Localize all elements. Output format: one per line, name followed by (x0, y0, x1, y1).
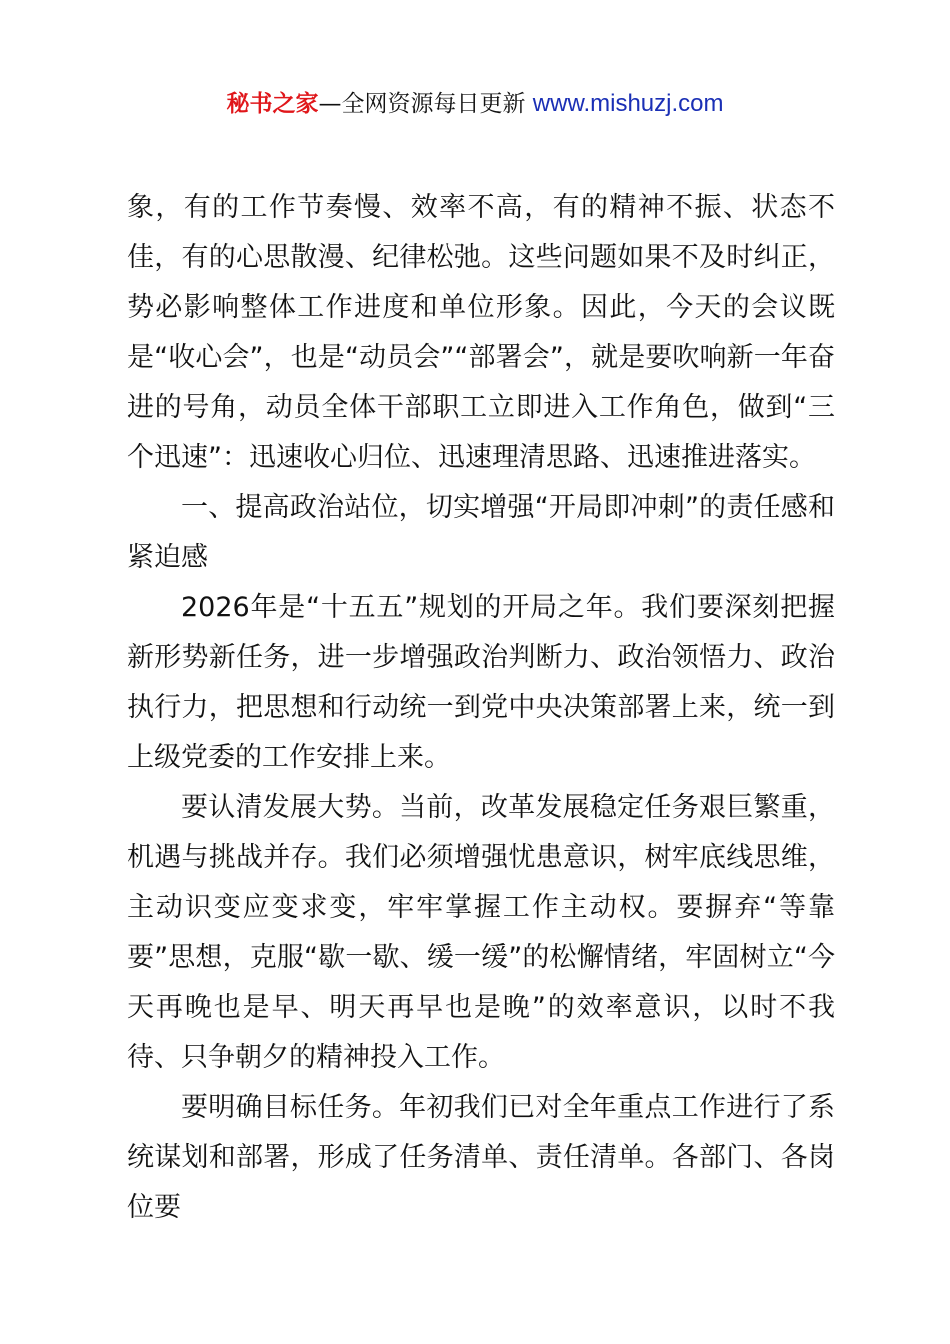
brand-name: 秘书之家 (226, 91, 319, 117)
site-url-link[interactable]: www.mishuzj.com (532, 90, 724, 117)
paragraph: 2026年是“十五五”规划的开局之年。我们要深刻把握新形势新任务，进一步增强政治判断力、政治领悟力、政治执行力，把思想和行动统一到党中央决策部署上来，统一到上级党委的工作安排上来。 (127, 592, 835, 773)
paragraph: 要明确目标任务。年初我们已对全年重点工作进行了系统谋划和部署，形成了任务清单、责任清单。各部门、各岗位要 (127, 1092, 835, 1223)
section-heading: 一、提高政治站位，切实增强“开局即冲刺”的责任感和紧迫感 (127, 492, 835, 573)
paragraph: 要认清发展大势。当前，改革发展稳定任务艰巨繁重，机遇与挑战并存。我们必须增强忧患意识，树牢底线思维，主动识变应变求变，牢牢掌握工作主动权。要摒弃“等靠要”思想，克服“歇一歇、缓一缓”的松懈情绪，牢固树立“今天再晚也是早、明天再早也是晚”的效率意识，以时不我待、只争朝夕的精神投入工作。 (127, 792, 835, 1073)
header-tagline: —全网资源每日更新 (318, 91, 526, 117)
document-body (127, 183, 835, 1233)
page-header (0, 86, 950, 122)
paragraph-continuation: 象，有的工作节奏慢、效率不高，有的精神不振、状态不佳，有的心思散漫、纪律松弛。这些问题如果不及时纠正，势必影响整体工作进度和单位形象。因此，今天的会议既是“收心会”，也是“动员会”“部署会”，就是要吹响新一年奋进的号角，动员全体干部职工立即进入工作角色，做到“三个迅速”：迅速收心归位、迅速理清思路、迅速推进落实。 (127, 192, 835, 473)
